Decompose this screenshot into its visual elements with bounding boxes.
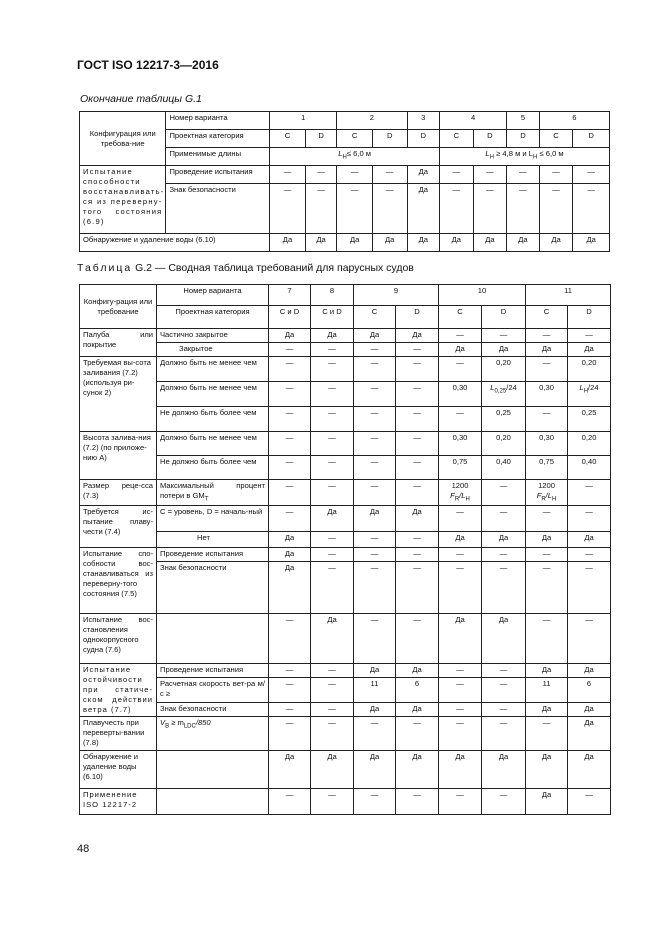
category-cell: C и D <box>311 306 354 329</box>
table-row <box>80 664 611 678</box>
value-cell: Да <box>269 751 311 789</box>
value-cell: — <box>539 184 573 234</box>
category-cell: C и D <box>269 306 311 329</box>
value-cell: — <box>526 506 568 532</box>
value-cell: — <box>372 166 407 184</box>
sign-label: Знак безопасности <box>166 184 270 234</box>
value-cell: — <box>305 166 337 184</box>
value-cell: — <box>396 717 439 751</box>
value-cell: — <box>337 184 373 234</box>
value-cell: — <box>354 717 396 751</box>
value-cell: Да <box>354 506 396 532</box>
value-cell: 0,30 <box>526 382 568 407</box>
value-cell: Да <box>337 234 373 252</box>
value-cell: — <box>396 407 439 432</box>
category-cell: D <box>407 130 440 148</box>
recovery-label: Испытание способности восстанавливать-ся из переверну-того состояния (6.9) <box>80 166 166 234</box>
variant-cell: 4 <box>440 112 507 130</box>
value-cell: — <box>539 166 573 184</box>
value-cell: — <box>439 548 482 562</box>
table-row <box>80 751 611 789</box>
variant-cell: 7 <box>269 285 311 306</box>
table-row <box>80 614 611 664</box>
lengths-label: Применимые длины <box>166 148 270 166</box>
table-row <box>80 717 611 751</box>
value-cell: Да <box>439 614 482 664</box>
value-cell: Да <box>482 614 526 664</box>
value-cell: Да <box>396 751 439 789</box>
value-cell: — <box>482 480 526 506</box>
value-cell: — <box>311 789 354 815</box>
category-cell: D <box>507 130 540 148</box>
value-cell: — <box>439 717 482 751</box>
value-cell: — <box>354 456 396 480</box>
row-label: Нет <box>157 532 269 548</box>
value-cell: Да <box>311 614 354 664</box>
value-cell: 6 <box>396 678 439 702</box>
document-header: ГОСТ ISO 12217-3—2016 <box>77 58 219 72</box>
value-cell: Да <box>568 532 611 548</box>
value-cell: — <box>396 614 439 664</box>
value-cell: — <box>269 480 311 506</box>
value-cell: — <box>372 184 407 234</box>
value-cell: 6 <box>568 678 611 702</box>
value-cell: — <box>269 343 311 357</box>
category-cell: C <box>354 306 396 329</box>
value-cell: — <box>396 562 439 614</box>
value-cell: Да <box>311 329 354 343</box>
variant-cell: 3 <box>407 112 440 130</box>
value-cell: Да <box>311 751 354 789</box>
value-cell: — <box>311 343 354 357</box>
value-cell: 0,30 <box>439 382 482 407</box>
row-label: Знак безопасности <box>157 702 269 716</box>
value-cell: — <box>396 480 439 506</box>
table-row <box>80 343 611 357</box>
table-row <box>80 407 611 432</box>
row-label: Частично закрытое <box>157 329 269 343</box>
category-cell: D <box>482 306 526 329</box>
table-row <box>80 357 611 382</box>
row-label: Закрытое <box>157 343 269 357</box>
row-label: Проведение испытания <box>157 664 269 678</box>
value-cell: — <box>311 678 354 702</box>
value-cell: 0,40 <box>482 456 526 480</box>
value-cell: — <box>568 480 611 506</box>
value-cell: Да <box>396 664 439 678</box>
value-cell: — <box>269 432 311 456</box>
value-cell: Да <box>354 329 396 343</box>
value-cell: Да <box>526 789 568 815</box>
value-cell: 1200 $F_R/L_H$ <box>439 480 482 506</box>
variant-cell: 6 <box>539 112 609 130</box>
value-cell: Да <box>396 329 439 343</box>
table-row <box>80 562 611 614</box>
length-range-a: $L_H\le 6,0$ м <box>270 148 440 166</box>
value-cell: 0,75 <box>526 456 568 480</box>
value-cell: — <box>269 664 311 678</box>
value-cell: — <box>568 329 611 343</box>
value-cell: — <box>311 432 354 456</box>
flood-label: Требуемая вы-сота заливания (7.2) (используя ри-сунок 2) <box>80 357 157 432</box>
value-cell: — <box>396 532 439 548</box>
value-cell: — <box>482 506 526 532</box>
category-cell: C <box>539 130 573 148</box>
value-cell: — <box>526 717 568 751</box>
value-cell: — <box>439 506 482 532</box>
value-cell: — <box>473 166 507 184</box>
value-cell: — <box>568 614 611 664</box>
category-cell: D <box>573 130 610 148</box>
test-label: Проведение испытания <box>166 166 270 184</box>
value-cell: — <box>269 614 311 664</box>
water-label: Обнаружение и удаление воды (6.10) <box>80 751 157 789</box>
value-cell: — <box>269 789 311 815</box>
value-cell: — <box>482 562 526 614</box>
table-row <box>80 532 611 548</box>
variant-cell: 5 <box>507 112 540 130</box>
value-cell: Да <box>439 751 482 789</box>
table-row <box>80 678 611 702</box>
value-cell: Да <box>526 751 568 789</box>
table-g1 <box>79 111 610 252</box>
value-cell: Да <box>526 664 568 678</box>
table-row <box>80 329 611 343</box>
value-cell: — <box>439 678 482 702</box>
value-cell: Да <box>396 506 439 532</box>
row-label <box>157 789 269 815</box>
category-cell: C <box>439 306 482 329</box>
buoyancy-label: Плавучесть при переверты-вании (7.8) <box>80 717 157 751</box>
restore-label: Испытание вос-становления однокорпусного судна (7.6) <box>80 614 157 664</box>
value-cell: — <box>526 562 568 614</box>
value-cell: — <box>354 548 396 562</box>
value-cell: — <box>269 456 311 480</box>
recovery-label: Испытание спо-собности вос-станавливаться из переверну-того состояния (7.5) <box>80 548 157 614</box>
height-label: Высота залива-ния (7.2) (по приложе-нию А) <box>80 432 157 480</box>
value-cell: 0,20 <box>482 432 526 456</box>
value-cell: Да <box>354 751 396 789</box>
category-cell: C <box>526 306 568 329</box>
value-cell: — <box>354 532 396 548</box>
table-g2-caption: Таблица G.2 — Сводная таблица требований для парусных судов <box>77 262 414 274</box>
row-label: Проведение испытания <box>157 548 269 562</box>
category-cell: D <box>372 130 407 148</box>
value-cell: 0,20 <box>568 357 611 382</box>
variant-cell: 2 <box>337 112 407 130</box>
table-row <box>80 480 611 506</box>
row-label: Не должно быть более чем <box>157 456 269 480</box>
value-cell: 0,20 <box>482 357 526 382</box>
value-cell: $L_H/24$ <box>568 382 611 407</box>
value-cell: Да <box>311 506 354 532</box>
value-cell: — <box>568 562 611 614</box>
value-cell: Да <box>473 234 507 252</box>
value-cell: — <box>482 717 526 751</box>
value-cell: — <box>354 432 396 456</box>
value-cell: — <box>526 614 568 664</box>
value-cell: Да <box>354 702 396 716</box>
length-range-b: $L_H \ge 4,8$ м и $L_H \le 6,0$ м <box>440 148 610 166</box>
value-cell: — <box>354 480 396 506</box>
category-cell: C <box>440 130 474 148</box>
value-cell: — <box>439 789 482 815</box>
value-cell: 0,30 <box>439 432 482 456</box>
value-cell: — <box>269 357 311 382</box>
variant-cell: 10 <box>439 285 526 306</box>
value-cell: — <box>354 382 396 407</box>
value-cell: — <box>507 184 540 234</box>
row-label: Должно быть не менее чем <box>157 382 269 407</box>
row-label: Не должно быть более чем <box>157 407 269 432</box>
value-cell: — <box>568 548 611 562</box>
table-g2 <box>79 284 611 815</box>
value-cell: Да <box>568 751 611 789</box>
value-cell: — <box>573 184 610 234</box>
category-cell: D <box>568 306 611 329</box>
value-cell: Да <box>482 532 526 548</box>
table-row <box>80 506 611 532</box>
water-label: Обнаружение и удаление воды (6.10) <box>80 234 270 252</box>
value-cell: — <box>269 506 311 532</box>
value-cell: Да <box>568 343 611 357</box>
value-cell: — <box>269 678 311 702</box>
category-cell: D <box>396 306 439 329</box>
value-cell: — <box>311 480 354 506</box>
value-cell: — <box>439 664 482 678</box>
value-cell: — <box>568 789 611 815</box>
value-cell: — <box>526 407 568 432</box>
value-cell: 0,75 <box>439 456 482 480</box>
value-cell: — <box>305 184 337 234</box>
row-label: Должно быть не менее чем <box>157 357 269 382</box>
table-row <box>80 382 611 407</box>
value-cell: Да <box>407 184 440 234</box>
value-cell: — <box>396 789 439 815</box>
value-cell: — <box>337 166 373 184</box>
table-row <box>80 789 611 815</box>
value-cell: — <box>396 548 439 562</box>
value-cell: — <box>396 343 439 357</box>
value-cell: — <box>482 678 526 702</box>
value-cell: — <box>568 506 611 532</box>
value-cell: — <box>270 166 306 184</box>
value-cell: — <box>526 548 568 562</box>
value-cell: — <box>311 456 354 480</box>
value-cell: — <box>354 357 396 382</box>
variant-label: Номер варианта <box>166 112 270 130</box>
value-cell: — <box>526 357 568 382</box>
config-header: Конфигу-рация или требование <box>80 285 157 329</box>
value-cell: 0,40 <box>568 456 611 480</box>
variant-cell: 1 <box>270 112 337 130</box>
category-label: Проектная категория <box>166 130 270 148</box>
value-cell: — <box>269 407 311 432</box>
row-label <box>157 751 269 789</box>
category-cell: C <box>270 130 306 148</box>
value-cell: Да <box>372 234 407 252</box>
value-cell: Да <box>269 548 311 562</box>
value-cell: Да <box>573 234 610 252</box>
value-cell: — <box>354 562 396 614</box>
value-cell: — <box>439 407 482 432</box>
value-cell: — <box>473 184 507 234</box>
value-cell: Да <box>269 532 311 548</box>
value-cell: — <box>439 702 482 716</box>
value-cell: Да <box>482 343 526 357</box>
table-continuation-caption: Окончание таблицы G.1 <box>80 93 202 105</box>
category-label: Проектная категория <box>157 306 269 329</box>
value-cell: Да <box>269 329 311 343</box>
table-row <box>80 702 611 716</box>
value-cell: Да <box>568 664 611 678</box>
value-cell: — <box>482 548 526 562</box>
value-cell: — <box>311 532 354 548</box>
variant-cell: 11 <box>526 285 611 306</box>
value-cell: 0,20 <box>568 432 611 456</box>
page-number: 48 <box>77 843 90 855</box>
value-cell: Да <box>539 234 573 252</box>
row-label: Расчетная скорость вет-ра м/с ≥ <box>157 678 269 702</box>
value-cell: — <box>573 166 610 184</box>
value-cell: Да <box>526 343 568 357</box>
value-cell: — <box>311 548 354 562</box>
value-cell: Да <box>440 234 474 252</box>
category-cell: D <box>305 130 337 148</box>
value-cell: Да <box>269 562 311 614</box>
value-cell: Да <box>396 702 439 716</box>
value-cell: — <box>482 664 526 678</box>
value-cell: Да <box>354 664 396 678</box>
table-row <box>80 234 610 252</box>
value-cell: — <box>269 702 311 716</box>
value-cell: — <box>311 664 354 678</box>
value-cell: 11 <box>526 678 568 702</box>
value-cell: — <box>396 456 439 480</box>
deck-label: Палуба или покрытие <box>80 329 157 357</box>
value-cell: 1200 $F_R/L_H$ <box>526 480 568 506</box>
variant-cell: 9 <box>354 285 439 306</box>
value-cell: 0,30 <box>526 432 568 456</box>
variant-label: Номер варианта <box>157 285 269 306</box>
recess-label: Размер реце-сса (7.3) <box>80 480 157 506</box>
value-cell: — <box>269 382 311 407</box>
value-cell: — <box>270 184 306 234</box>
row-label <box>157 614 269 664</box>
row-label: С = уровень, D = началь-ный <box>157 506 269 532</box>
value-cell: — <box>354 789 396 815</box>
category-cell: C <box>337 130 373 148</box>
value-cell: — <box>439 357 482 382</box>
table-row <box>80 432 611 456</box>
value-cell: Да <box>407 234 440 252</box>
value-cell: — <box>354 614 396 664</box>
value-cell: — <box>526 329 568 343</box>
swamp-label: Требуется ис-пытание плаву-чести (7.4) <box>80 506 157 548</box>
value-cell: — <box>482 789 526 815</box>
category-cell: D <box>473 130 507 148</box>
row-label: $V_B \ge m_{LDC}/850$ <box>157 717 269 751</box>
value-cell: — <box>440 184 474 234</box>
value-cell: Да <box>407 166 440 184</box>
value-cell: — <box>439 562 482 614</box>
table-row <box>80 456 611 480</box>
value-cell: Да <box>270 234 306 252</box>
value-cell: — <box>311 562 354 614</box>
value-cell: — <box>396 382 439 407</box>
value-cell: Да <box>305 234 337 252</box>
value-cell: — <box>269 717 311 751</box>
table-row <box>80 548 611 562</box>
config-header: Конфигурация или требова-ние <box>80 112 166 166</box>
value-cell: — <box>311 717 354 751</box>
value-cell: — <box>311 382 354 407</box>
variant-cell: 8 <box>311 285 354 306</box>
value-cell: — <box>440 166 474 184</box>
value-cell: — <box>439 329 482 343</box>
value-cell: 11 <box>354 678 396 702</box>
value-cell: — <box>354 407 396 432</box>
table-row <box>80 166 610 184</box>
value-cell: — <box>311 357 354 382</box>
value-cell: — <box>311 702 354 716</box>
value-cell: — <box>354 343 396 357</box>
value-cell: — <box>396 357 439 382</box>
value-cell: — <box>482 702 526 716</box>
value-cell: — <box>396 432 439 456</box>
value-cell: Да <box>507 234 540 252</box>
value-cell: Да <box>568 717 611 751</box>
value-cell: Да <box>526 702 568 716</box>
value-cell: Да <box>439 532 482 548</box>
iso-label: Применение ISO 12217-2 <box>80 789 157 815</box>
value-cell: — <box>482 329 526 343</box>
stability-label: Испытание остойчивости при статиче-ском действии ветра (7.7) <box>80 664 157 717</box>
row-label: Знак безопасности <box>157 562 269 614</box>
value-cell: Да <box>439 343 482 357</box>
row-label: Должно быть не менее чем <box>157 432 269 456</box>
value-cell: $L_{0,25}/24$ <box>482 382 526 407</box>
value-cell: Да <box>482 751 526 789</box>
value-cell: 0,25 <box>482 407 526 432</box>
value-cell: Да <box>526 532 568 548</box>
value-cell: 0,25 <box>568 407 611 432</box>
row-label: Максимальный процент потери в $GM_T$ <box>157 480 269 506</box>
value-cell: — <box>507 166 540 184</box>
value-cell: — <box>311 407 354 432</box>
value-cell: Да <box>568 702 611 716</box>
